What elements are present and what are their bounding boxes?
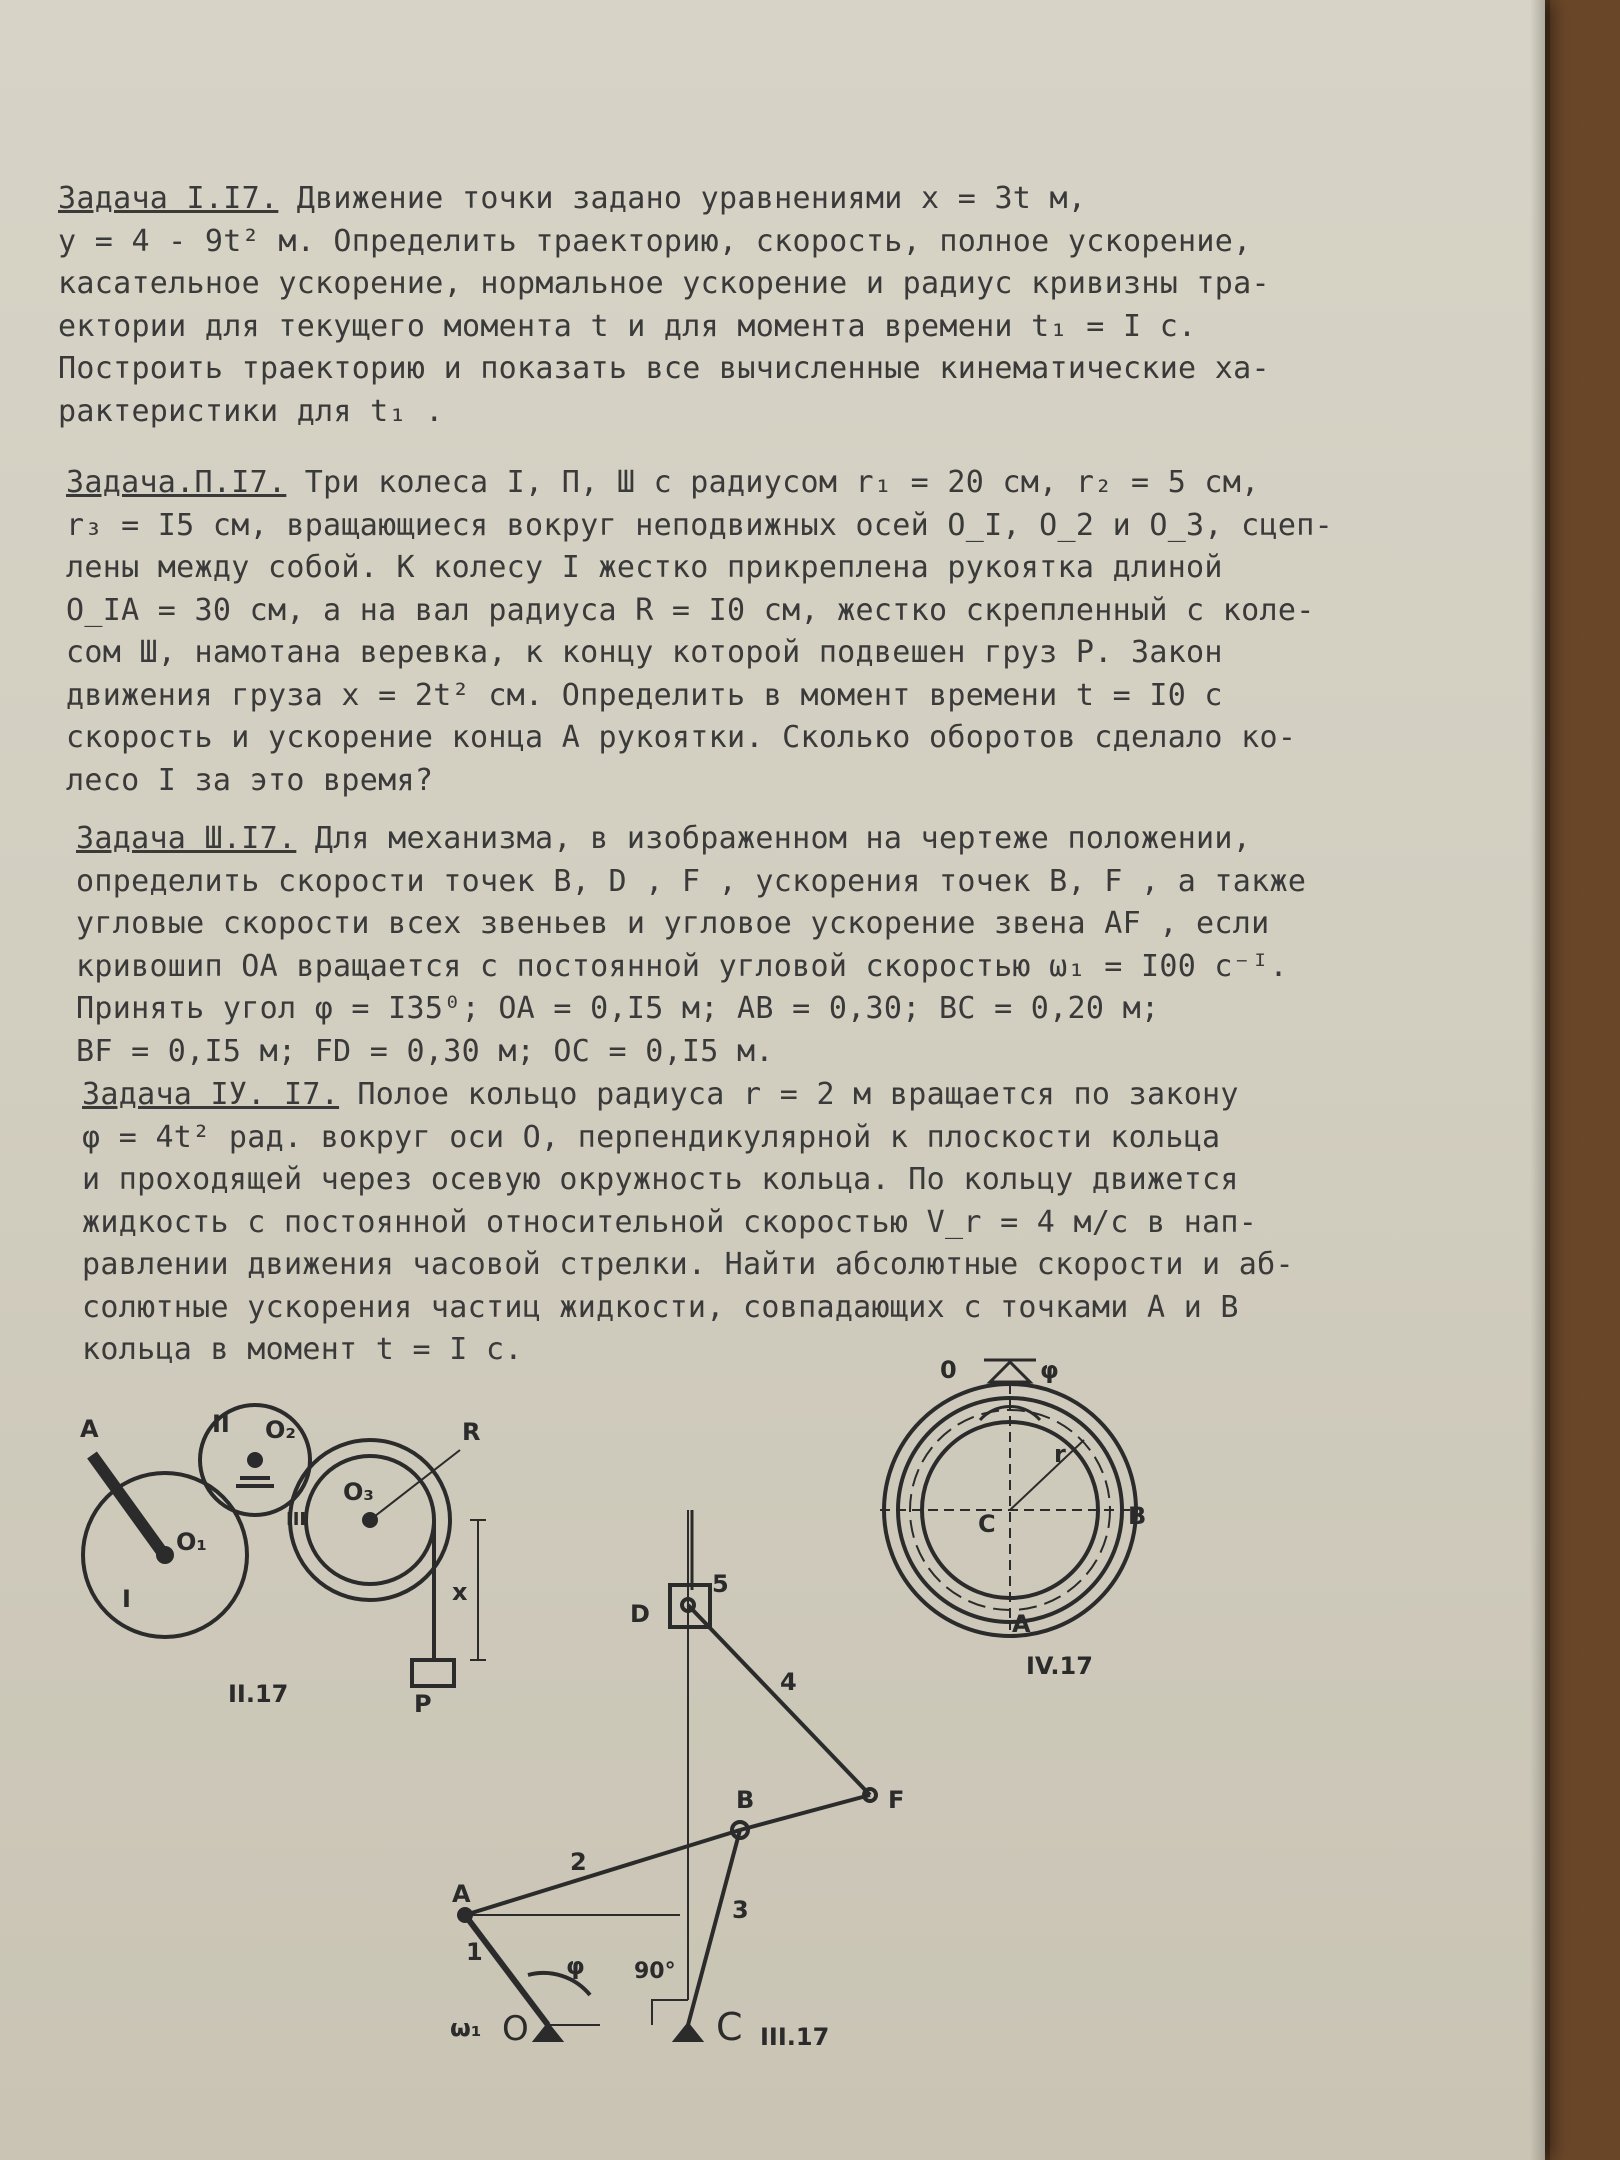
task-line: определить скорости точек B, D , F , ускорения точек B, F , а также: [76, 863, 1307, 899]
caption-iv-17: IV.17: [1026, 1652, 1093, 1680]
label-x: x: [452, 1578, 468, 1606]
task-text: Полое кольцо радиуса r = 2 м вращается по закону: [339, 1077, 1239, 1112]
label-ii: II: [212, 1410, 230, 1438]
radius-r: [1010, 1440, 1084, 1510]
label-c: C: [716, 2005, 743, 2049]
task-line: Построить траекторию и показать все вычисленные кинематические ха-: [58, 351, 1270, 386]
label-c: C: [978, 1510, 996, 1538]
label-90deg: 90°: [634, 1959, 676, 1984]
label-p: P: [414, 1690, 432, 1718]
link-3: [688, 1830, 740, 2025]
task-line: φ = 4t² рад. вокруг оси O, перпендикулярной к плоскости кольца: [82, 1119, 1221, 1155]
task-line: ектории для текущего момента t и для момента времени t₁ = I с.: [58, 308, 1197, 344]
caption-iii-17: III.17: [760, 2023, 830, 2051]
task-line: лесо I за это время?: [66, 762, 434, 798]
label-o1: O₁: [176, 1528, 207, 1556]
task-line: касательное ускорение, нормальное ускорение и радиус кривизны тра-: [58, 266, 1270, 301]
label-d: D: [630, 1600, 650, 1628]
task-line: скорость и ускорение конца A рукоятки. Сколько оборотов сделало ко-: [66, 720, 1297, 755]
label-o2: O₂: [265, 1416, 296, 1444]
task-line: лены между собой. К колесу I жестко прикреплена рукоятка длиной: [66, 550, 1223, 585]
task-text: Движение точки задано уравнениями x = 3t м,: [278, 181, 1087, 216]
task-heading: Задача I.I7.: [58, 181, 279, 216]
task-line: y = 4 - 9t² м. Определить траекторию, скорость, полное ускорение,: [58, 223, 1252, 259]
label-wheel-i: I: [122, 1585, 131, 1613]
supports: [536, 2025, 700, 2040]
label-a: A: [1012, 1610, 1031, 1638]
link-4: [688, 1605, 870, 1795]
caption-ii-17: II.17: [228, 1680, 289, 1708]
task-heading: Задача IУ. I7.: [82, 1077, 340, 1112]
joint-a: [459, 1909, 471, 1921]
task-line: r₃ = I5 см, вращающиеся вокруг неподвижных осей O_I, O_2 и O_3, сцеп-: [66, 507, 1333, 543]
label-iii: III: [286, 1509, 307, 1530]
task-text: Для механизма, в изображенном на чертеже положении,: [296, 821, 1252, 856]
ground-o2: [236, 1478, 274, 1486]
radius-r-line: [370, 1450, 460, 1520]
task-line: рактеристики для t₁ .: [58, 393, 444, 429]
label-o3: O₃: [343, 1478, 374, 1506]
label-phi: φ: [566, 1952, 585, 1980]
task-heading: Задача.П.I7.: [66, 465, 287, 500]
task-line: равлении движения часовой стрелки. Найти абсолютные скорости и аб-: [82, 1247, 1294, 1282]
task-line: движения груза x = 2t² см. Определить в момент времени t = I0 с: [66, 677, 1223, 713]
task-line: Принять угол φ = I35⁰; OA = 0,I5 м; AB = 0,30; BC = 0,20 м;: [76, 991, 1160, 1026]
label-2: 2: [570, 1848, 587, 1876]
task-line: BF = 0,I5 м; FD = 0,30 м; OC = 0,I5 м.: [76, 1033, 774, 1069]
label-r: R: [462, 1418, 481, 1446]
label-5: 5: [712, 1570, 729, 1598]
label-o: O: [502, 2009, 529, 2049]
weight-p: [412, 1660, 454, 1686]
task-line: O_IA = 30 см, а на вал радиуса R = I0 см, жестко скрепленный с коле-: [66, 592, 1315, 628]
label-r: r: [1054, 1440, 1066, 1468]
label-phi: φ: [1040, 1356, 1059, 1384]
task-line: кривошип OA вращается с постоянной угловой скоростью ω₁ = I00 с⁻ᴵ.: [76, 948, 1288, 984]
label-b: B: [1128, 1502, 1147, 1530]
label-b: B: [736, 1786, 755, 1814]
task-line: угловые скорости всех звеньев и угловое ускорение звена AF , если: [76, 906, 1270, 941]
task-text: Три колеса I, П, Ш с радиусом r₁ = 20 см, r₂ = 5 см,: [286, 465, 1260, 500]
label-4: 4: [780, 1668, 797, 1696]
label-0: 0: [940, 1356, 957, 1384]
figure-ii-17: [83, 1405, 486, 1686]
figure-iii-17-labels: [450, 1570, 904, 2051]
right-angle: [652, 2000, 688, 2025]
task-line: солютные ускорения частиц жидкости, совпадающих с точками A и B: [82, 1289, 1239, 1325]
label-omega1: ω₁: [450, 2014, 482, 2042]
task-line: сом Ш, намотана веревка, к концу которой подвешен груз P. Закон: [66, 635, 1223, 670]
pivot-o-support: [990, 1362, 1030, 1382]
task-line: жидкость с постоянной относительной скоростью V_r = 4 м/с в нап-: [82, 1204, 1258, 1240]
label-3: 3: [732, 1896, 749, 1924]
label-1: 1: [466, 1938, 483, 1966]
label-a: A: [452, 1880, 471, 1908]
link-2: [465, 1830, 740, 1915]
label-a: A: [80, 1415, 99, 1443]
task-line: и проходящей через осевую окружность кольца. По кольцу движется: [82, 1162, 1239, 1197]
link-bf: [740, 1795, 870, 1830]
label-f: F: [888, 1786, 905, 1814]
pivot-o2: [249, 1454, 261, 1466]
figure-iv-17: [880, 1360, 1136, 1636]
task-line: кольца в момент t = I с.: [82, 1332, 523, 1367]
task-heading: Задача Ш.I7.: [76, 821, 297, 856]
